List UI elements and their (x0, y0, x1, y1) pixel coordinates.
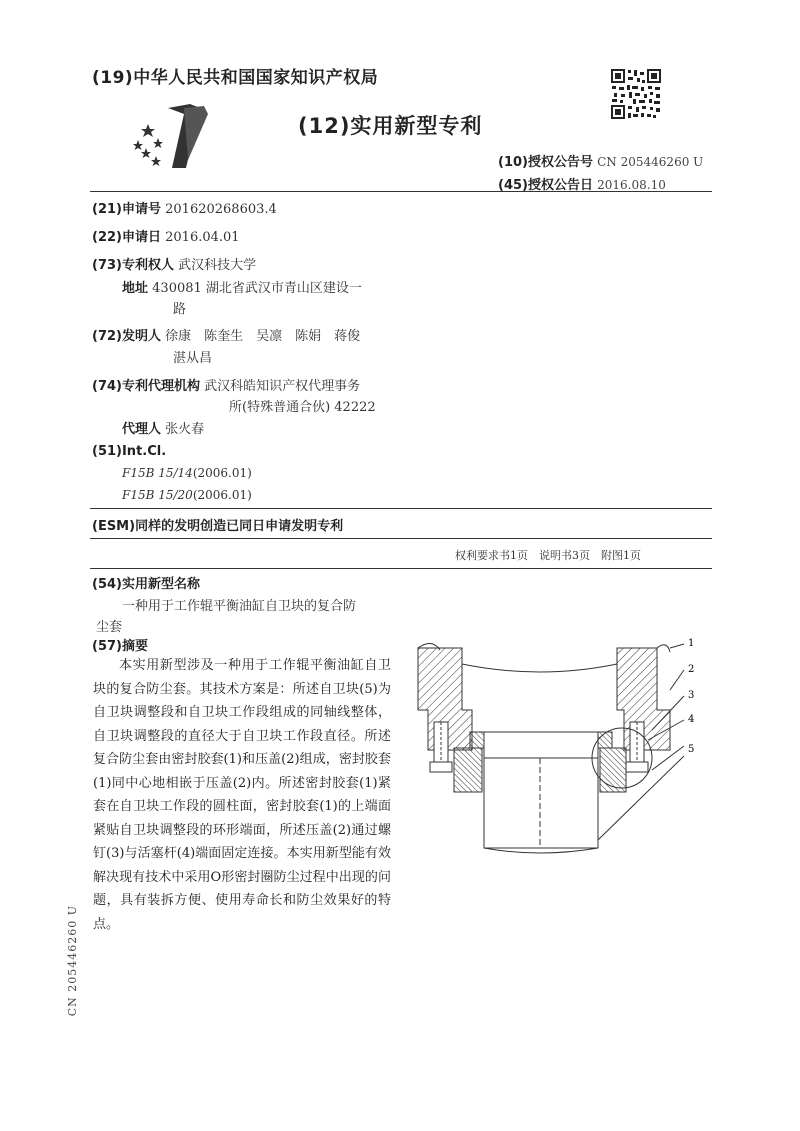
agent-row (122, 418, 204, 437)
agent: 张火春 (165, 422, 205, 437)
cnipa-logo-icon (128, 100, 218, 172)
utility-model-title-line-1-row (122, 595, 356, 614)
utility-model-title-line-2-row (96, 616, 122, 635)
utility-model-name-label: (54)实用新型名称 (92, 577, 200, 592)
address-row (122, 277, 362, 296)
ipc-code: F15B 15/14 (122, 466, 193, 480)
publication-number-row (498, 151, 703, 170)
biblio-divider (90, 508, 712, 509)
inventors-row (92, 325, 360, 344)
inventors-line-1: 徐康 陈奎生 吴凛 陈娟 蒋俊 (165, 329, 361, 344)
dust-cover-cross-section-drawing (412, 630, 712, 860)
ipc-version: (2006.01) (192, 488, 252, 502)
inventors-line-2-row (173, 347, 212, 366)
abstract-text: 本实用新型涉及一种用于工作辊平衡油缸自卫块的复合防尘套。其技术方案是：所述自卫块(5)为自卫块调整段和自卫块工作段组成的同轴线整体，自卫块调整段的直径大于自卫块工作段直径。所述复合防尘套由密封胶套(1)和压盖(2)组成，密封胶套(1)同中心地相嵌于压盖(2)内。所述密封胶套(1)紧套在自卫块工作段的圆柱面，密封胶套(1)的上端面紧贴自卫块调整段的环形端面，所述压盖(2)通过螺钉(3)与活塞杆(4)端面固定连接。本实用新型能有效解决现有技术中采用O形密封圈防尘过程中出现的问题，具有装拆方便、使用寿命长和防尘效果好的特点。 (93, 658, 391, 932)
application-date-row (92, 226, 240, 245)
side-publication-number: CN 205446260 U (66, 905, 79, 1017)
application-date-label: (22)申请日 (92, 230, 161, 245)
ipc-entry (122, 466, 252, 480)
esm-text: (ESM)同样的发明创造已同日申请发明专利 (92, 519, 344, 534)
utility-model-title-line-2: 尘套 (96, 620, 123, 635)
inventors-line-2: 湛从昌 (173, 351, 213, 366)
inventors-label: (72)发明人 (92, 329, 161, 344)
page-counts: 权利要求书1页 说明书3页 附图1页 (455, 549, 641, 562)
application-date: 2016.04.01 (165, 230, 240, 245)
agency-row (92, 375, 360, 394)
document-type-title: (12)实用新型专利 (298, 114, 483, 138)
abstract-label: (57)摘要 (92, 639, 148, 654)
agency-label: (74)专利代理机构 (92, 379, 200, 394)
address-line-1: 430081 湖北省武汉市青山区建设一 (152, 281, 362, 296)
application-number-row (92, 198, 277, 217)
esm-statement (92, 515, 343, 534)
publication-number: CN 205446260 U (597, 155, 704, 169)
callout-label: 4 (688, 714, 695, 725)
publication-number-label: (10)授权公告号 (498, 155, 593, 170)
callout-label: 2 (688, 664, 695, 675)
patentee-row (92, 254, 256, 273)
patent-office-title: (19)中华人民共和国国家知识产权局 (92, 68, 379, 88)
agency-line-2-row (229, 396, 376, 415)
address-line-2-row (173, 298, 186, 317)
patentee: 武汉科技大学 (178, 258, 257, 273)
utility-model-name-label-row (92, 573, 200, 592)
application-number: 201620268603.4 (165, 202, 277, 217)
abstract-label-row (92, 635, 148, 654)
callout-label: 5 (688, 744, 695, 755)
ipc-label: (51)Int.Cl. (92, 444, 167, 459)
callout-label: 1 (688, 638, 695, 649)
counts-divider (90, 568, 712, 569)
publication-date: 2016.08.10 (597, 178, 666, 192)
ipc-version: (2006.01) (192, 466, 252, 480)
agent-label: 代理人 (122, 422, 162, 437)
cnipa-logo (128, 100, 218, 172)
esm-divider (90, 538, 712, 539)
publication-date-label: (45)授权公告日 (498, 178, 593, 193)
qr-code (610, 68, 662, 120)
qr-code-icon (610, 68, 662, 120)
application-number-label: (21)申请号 (92, 202, 161, 217)
callout-label: 3 (688, 690, 695, 701)
utility-model-title-line-1: 一种用于工作辊平衡油缸自卫块的复合防 (122, 599, 357, 614)
address-line-2: 路 (173, 302, 187, 317)
header-divider (90, 191, 712, 192)
ipc-code: F15B 15/20 (122, 488, 193, 502)
agency-line-1: 武汉科皓知识产权代理事务 (204, 379, 361, 394)
agency-line-2: 所(特殊普通合伙) 42222 (229, 400, 376, 415)
address-label: 地址 (122, 281, 149, 296)
patentee-label: (73)专利权人 (92, 258, 174, 273)
ipc-entry (122, 488, 252, 502)
ipc-row (92, 444, 166, 459)
technical-drawing (412, 630, 712, 860)
